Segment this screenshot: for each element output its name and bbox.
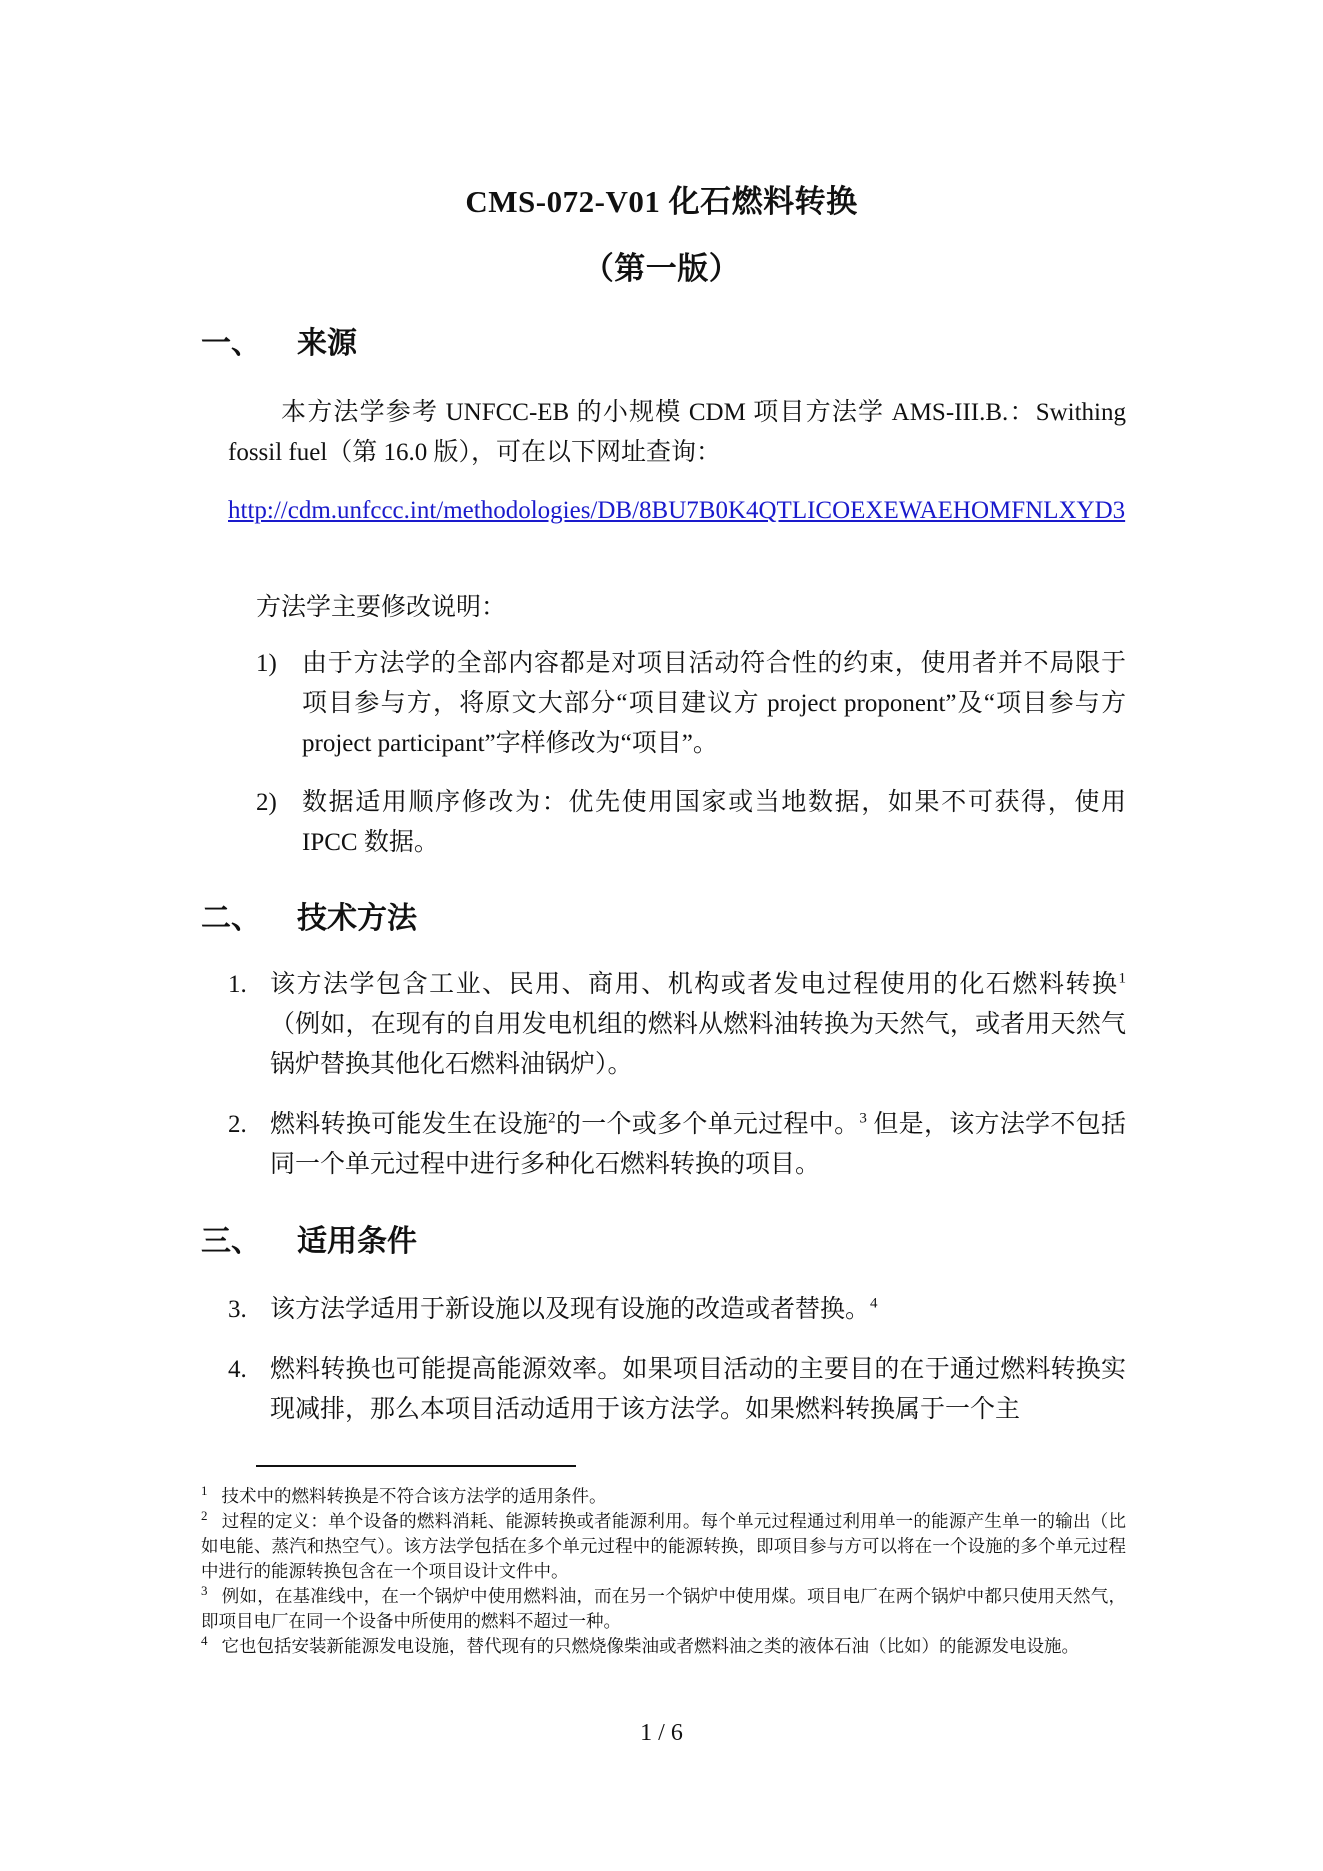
section-heading-source <box>201 318 357 362</box>
section-title: 适用条件 <box>297 1225 417 1258</box>
list-item-text <box>228 1105 1126 1185</box>
footnote-text: 例如，在基准线中，在一个锅炉中使用燃料油，而在另一个锅炉中使用煤。项目电厂在两个锅炉中都只使用天然气，即项目电厂在同一个设备中所使用的燃料不超过一种。 <box>201 1586 1126 1631</box>
list-item <box>228 1105 1126 1185</box>
item-text-part: 的一个或多个单元过程中。 <box>555 1111 860 1138</box>
footnote-mark: 1 <box>201 1483 208 1499</box>
footnote <box>201 1509 1126 1584</box>
applicability-list <box>228 1350 1126 1430</box>
page-number: 1 / 6 <box>640 1720 683 1746</box>
list-item-text <box>228 965 1126 1085</box>
item-text-part: 但是，该方法学不包括同一个单元过程中进行多种化石燃料转换的项目。 <box>270 1111 1126 1178</box>
footnote-ref[interactable]: 4 <box>870 1295 878 1312</box>
footnote <box>201 1634 1126 1659</box>
footnote-text: 它也包括安装新能源发电设施，替代现有的只燃烧像柴油或者燃料油之类的液体石油（比如）的能源发电设施。 <box>221 1636 1079 1656</box>
applicability-list <box>228 1290 1126 1330</box>
section-number: 三、 <box>201 1225 261 1258</box>
list-marker: 2) <box>256 789 277 816</box>
item-text-part: 燃料转换可能发生在设施 <box>270 1111 549 1138</box>
section-title: 来源 <box>297 327 357 360</box>
footnote-mark: 4 <box>201 1633 208 1649</box>
changes-label: 方法学主要修改说明： <box>256 594 507 621</box>
list-item-text <box>228 1290 1126 1330</box>
section-heading-applicability <box>201 1216 417 1260</box>
modification-list <box>256 783 1126 863</box>
list-item <box>256 783 1126 863</box>
document-edition: （第一版） <box>582 251 741 286</box>
list-marker: 4. <box>228 1356 247 1383</box>
footnote-ref[interactable]: 2 <box>548 1110 556 1127</box>
list-item <box>256 644 1126 764</box>
list-item <box>228 1350 1126 1430</box>
footnote-ref[interactable]: 3 <box>859 1110 867 1127</box>
item-text-part: （例如，在现有的自用发电机组的燃料从燃料油转换为天然气，或者用天然气锅炉替换其他化石燃料油锅炉）。 <box>270 1011 1126 1078</box>
list-marker: 1) <box>256 650 277 677</box>
list-marker: 3. <box>228 1296 247 1323</box>
footnotes <box>201 1484 1126 1659</box>
section-number: 一、 <box>201 327 261 360</box>
section-number: 二、 <box>201 902 261 935</box>
footnote-text: 技术中的燃料转换是不符合该方法学的适用条件。 <box>221 1486 607 1506</box>
footnote-mark: 3 <box>201 1583 208 1599</box>
footnote-divider <box>256 1465 576 1467</box>
list-marker: 2. <box>228 1111 247 1138</box>
methodology-link[interactable]: http://cdm.unfccc.int/methodologies/DB/8BU7B0K4QTLICOEXEWAEHOMFNLXYD3 <box>228 497 1126 524</box>
item-text-part: 该方法学适用于新设施以及现有设施的改造或者替换。 <box>270 1296 871 1323</box>
list-marker: 1. <box>228 971 247 998</box>
footnote <box>201 1584 1126 1634</box>
footnote <box>201 1484 1126 1509</box>
footnote-ref[interactable]: 1 <box>1118 970 1126 987</box>
technical-list <box>228 965 1126 1085</box>
modification-list <box>256 644 1126 764</box>
section-title: 技术方法 <box>297 902 417 935</box>
list-item-text: 燃料转换也可能提高能源效率。如果项目活动的主要目的在于通过燃料转换实现减排，那么本项目活动适用于该方法学。如果燃料转换属于一个主 <box>270 1356 1126 1423</box>
technical-list <box>228 1105 1126 1185</box>
list-item <box>228 965 1126 1085</box>
document-title: CMS-072-V01 化石燃料转换 <box>465 184 858 219</box>
source-paragraph: 本方法学参考 UNFCC-EB 的小规模 CDM 项目方法学 AMS-III.B.：Swithing fossil fuel（第 16.0 版），可在以下网址查询： <box>228 399 1126 466</box>
section-heading-technical <box>201 893 417 937</box>
footnote-mark: 2 <box>201 1508 208 1524</box>
item-text-part: 该方法学包含工业、民用、商用、机构或者发电过程使用的化石燃料转换 <box>270 971 1119 998</box>
list-item-text: 数据适用顺序修改为：优先使用国家或当地数据，如果不可获得，使用 IPCC 数据。 <box>302 789 1126 856</box>
list-item-text: 由于方法学的全部内容都是对项目活动符合性的约束，使用者并不局限于项目参与方，将原文大部分“项目建议方 project proponent”及“项目参与方 project participant”字样修改为“项目”。 <box>302 650 1126 757</box>
footnote-text: 过程的定义：单个设备的燃料消耗、能源转换或者能源利用。每个单元过程通过利用单一的能源产生单一的输出（比如电能、蒸汽和热空气）。该方法学包括在多个单元过程中的能源转换，即项目参与方可以将在一个设施的多个单元过程中进行的能源转换包含在一个项目设计文件中。 <box>201 1511 1126 1581</box>
list-item <box>228 1290 1126 1330</box>
